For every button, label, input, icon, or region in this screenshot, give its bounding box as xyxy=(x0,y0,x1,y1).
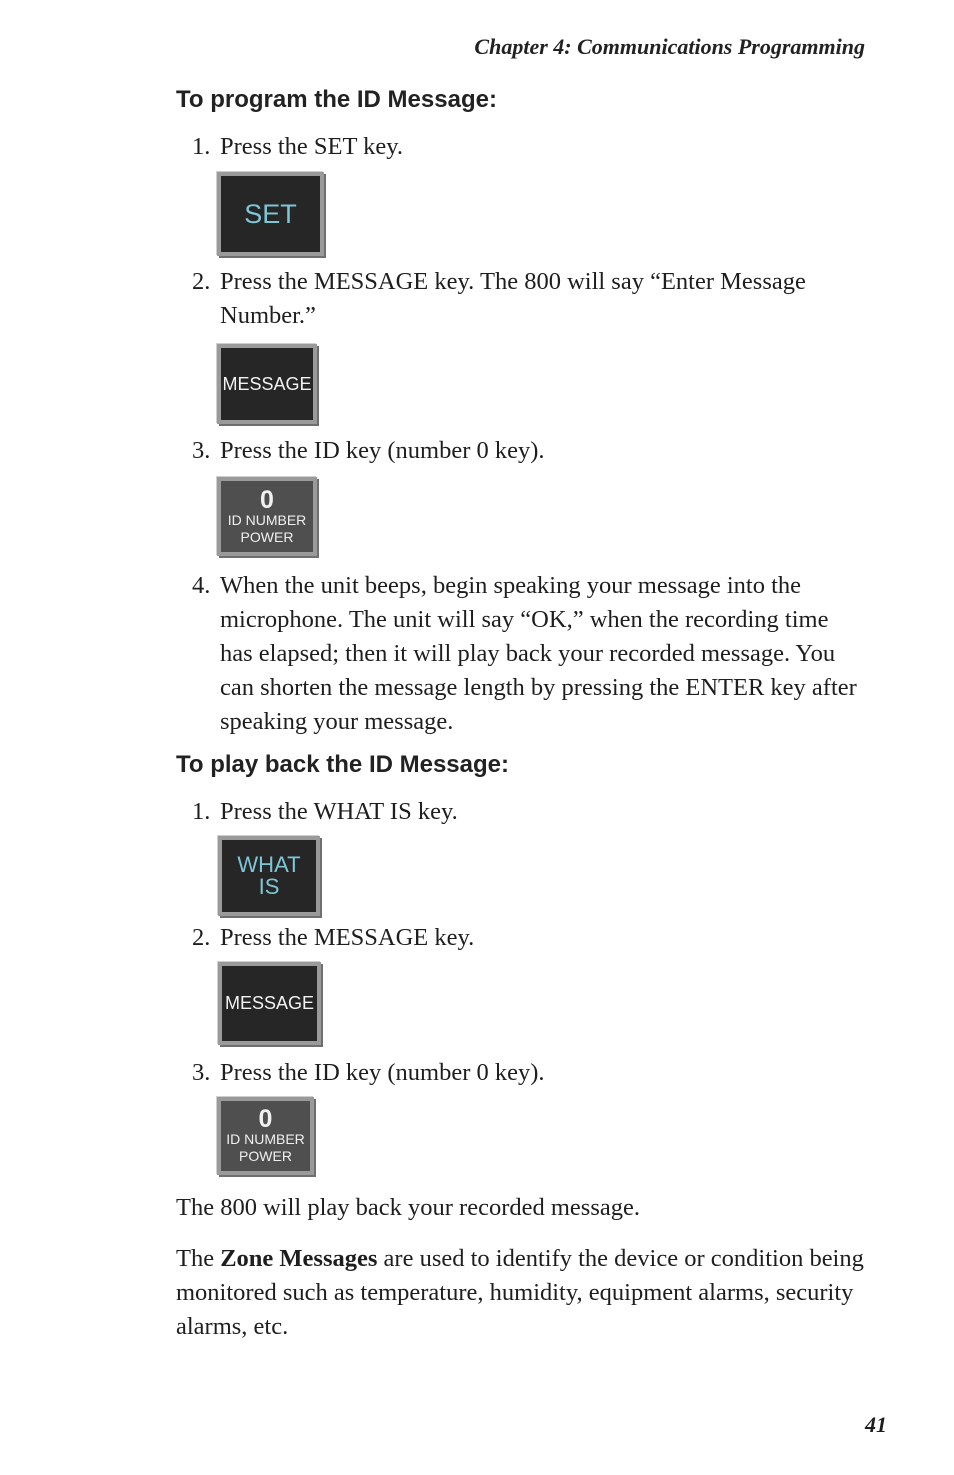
id-key xyxy=(217,1097,314,1175)
step-text: Press the WHAT IS key. xyxy=(220,798,458,825)
step-number: 1. xyxy=(192,798,211,825)
set-key-label: SET xyxy=(244,198,297,229)
zone-text-after: are used to identify the device or condition being monitored such as temperature, humidity, equipment alarms, security alarms, etc. xyxy=(176,1245,864,1340)
step-number: 4. xyxy=(192,572,211,599)
section-heading-playback: To play back the ID Message: xyxy=(176,751,509,778)
playback-step-2 xyxy=(192,921,872,955)
id-key xyxy=(217,477,317,556)
step-number: 2. xyxy=(192,924,211,951)
page-number: 41 xyxy=(865,1412,887,1437)
step-text: When the unit beeps, begin speaking your message into the microphone. The unit will say “OK,” when the recording time has elapsed; then it will play back your recorded message. You can shorten the message length by pressing the ENTER key after speaking your message. xyxy=(220,572,857,735)
zone-messages-paragraph xyxy=(176,1242,876,1344)
step-number: 2. xyxy=(192,268,211,295)
step-text: Press the ID key (number 0 key). xyxy=(220,1059,545,1086)
what-is-key xyxy=(218,836,320,916)
step-text: Press the ID key (number 0 key). xyxy=(220,437,545,464)
zone-messages-term: Zone Messages xyxy=(220,1245,378,1272)
message-key xyxy=(217,344,317,424)
id-key-label-line2: POWER xyxy=(240,528,294,545)
message-key-label: MESSAGE xyxy=(224,993,315,1013)
step-number: 1. xyxy=(192,133,211,160)
program-step-4 xyxy=(192,569,872,739)
playback-note: The 800 will play back your recorded message. xyxy=(176,1194,640,1221)
program-step-2 xyxy=(192,265,872,333)
what-is-key-label-line2: IS xyxy=(258,874,280,899)
chapter-header: Chapter 4: Communications Programming xyxy=(474,34,865,59)
message-key-label: MESSAGE xyxy=(222,373,312,394)
message-key xyxy=(218,962,321,1045)
id-key-digit: 0 xyxy=(258,1105,273,1133)
set-key xyxy=(217,172,324,256)
playback-step-1 xyxy=(192,795,872,829)
program-step-3 xyxy=(192,434,872,468)
section-heading-program: To program the ID Message: xyxy=(176,86,497,113)
what-is-key-label-line1: WHAT xyxy=(237,852,301,877)
id-key-label-line1: ID NUMBER xyxy=(227,511,307,528)
step-text: Press the SET key. xyxy=(220,133,404,160)
step-text: Press the MESSAGE key. xyxy=(220,924,475,951)
id-key-label-line1: ID NUMBER xyxy=(226,1131,305,1147)
step-number: 3. xyxy=(192,1059,211,1086)
playback-step-3 xyxy=(192,1056,872,1090)
id-key-label-line2: POWER xyxy=(239,1148,292,1164)
zone-text-before: The xyxy=(176,1245,221,1272)
step-text: Press the MESSAGE key. The 800 will say “Enter Message Number.” xyxy=(220,268,806,329)
step-number: 3. xyxy=(192,437,211,464)
program-step-1 xyxy=(192,130,872,164)
id-key-digit: 0 xyxy=(260,485,274,514)
